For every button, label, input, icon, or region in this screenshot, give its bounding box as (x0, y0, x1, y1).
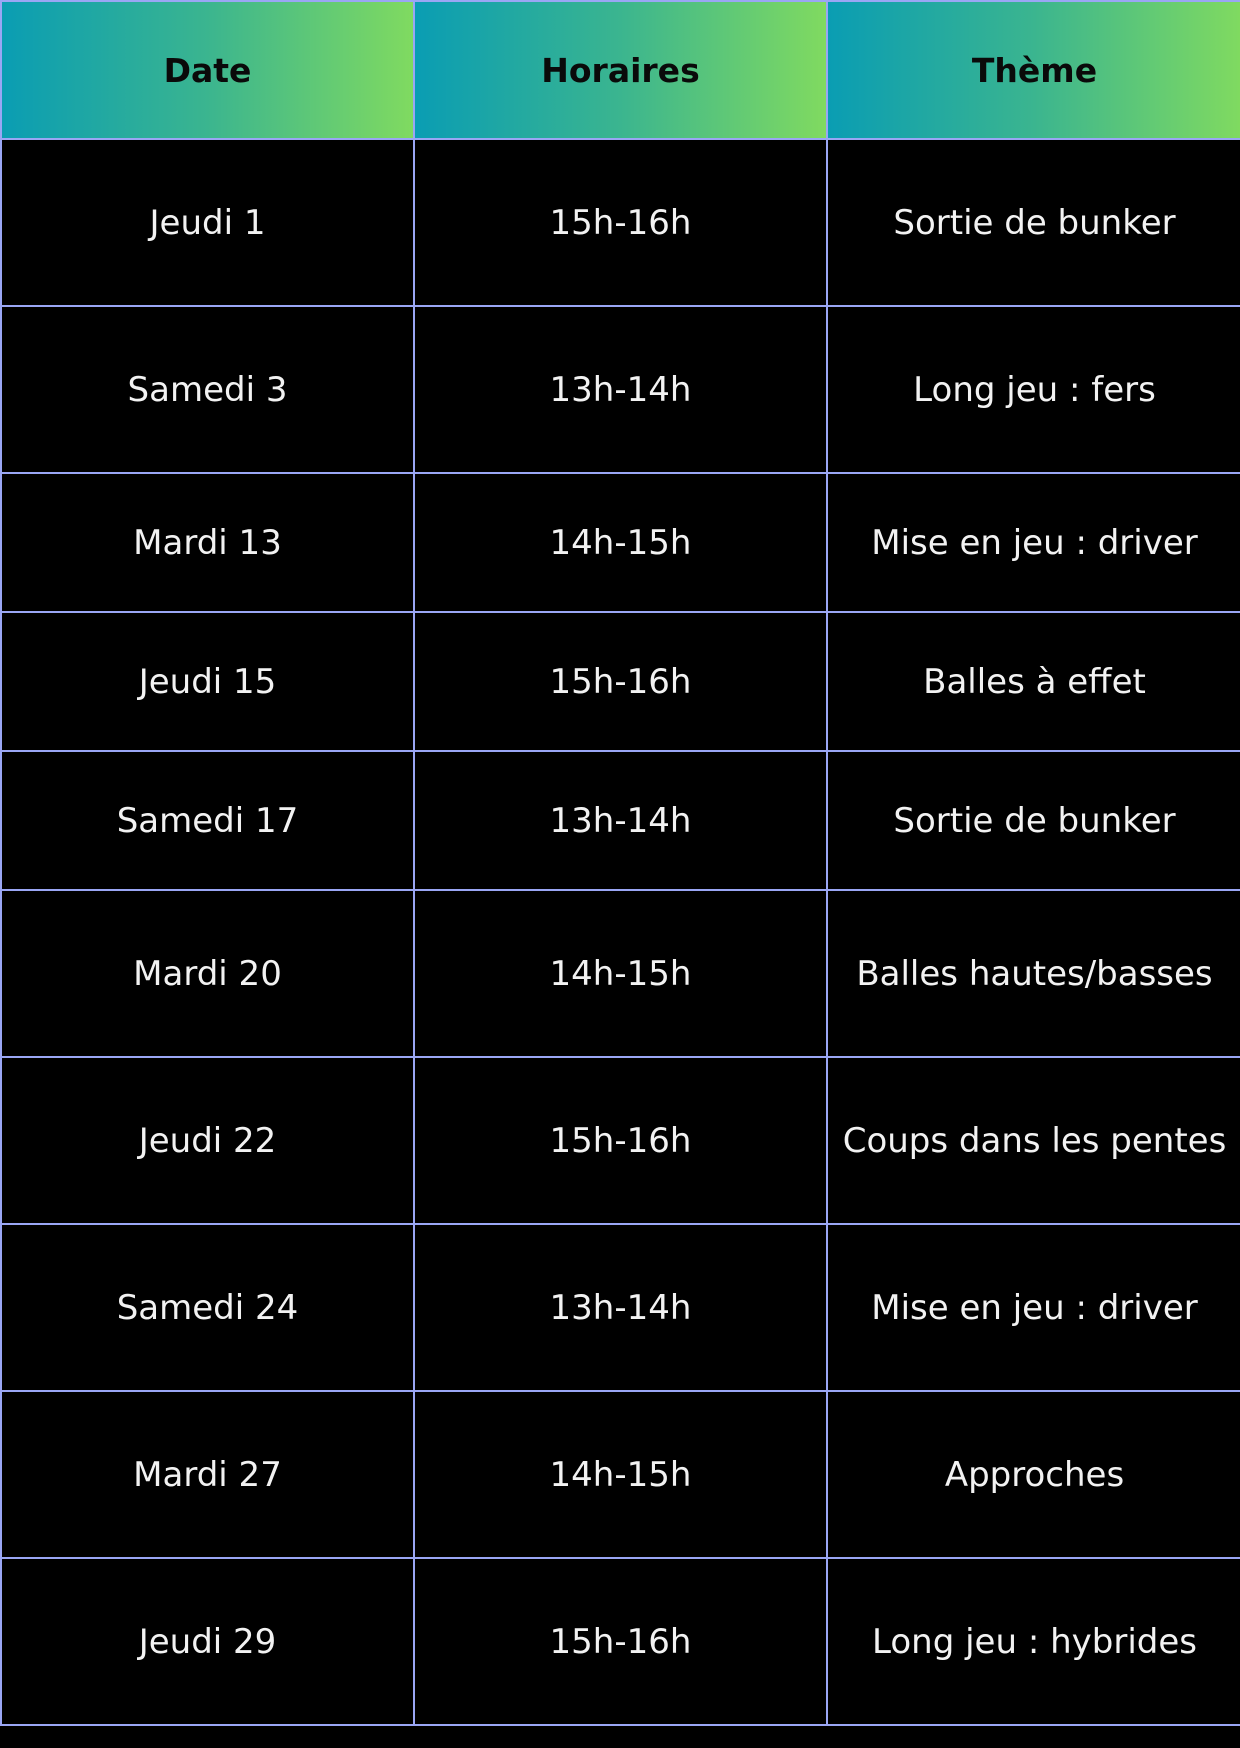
cell-theme: Coups dans les pentes (827, 1057, 1240, 1224)
cell-theme: Balles hautes/basses (827, 890, 1240, 1057)
cell-date: Samedi 17 (1, 751, 414, 890)
table-row (1, 139, 1240, 306)
table-row (1, 890, 1240, 1057)
cell-theme: Long jeu : hybrides (827, 1558, 1240, 1725)
table-row (1, 751, 1240, 890)
cell-horaires: 15h-16h (414, 139, 827, 306)
cell-date: Jeudi 1 (1, 139, 414, 306)
table-row (1, 1558, 1240, 1725)
table-row (1, 306, 1240, 473)
cell-date: Samedi 3 (1, 306, 414, 473)
table-row (1, 612, 1240, 751)
cell-date: Samedi 24 (1, 1224, 414, 1391)
cell-theme: Sortie de bunker (827, 139, 1240, 306)
cell-theme: Balles à effet (827, 612, 1240, 751)
cell-horaires: 15h-16h (414, 1057, 827, 1224)
cell-horaires: 13h-14h (414, 751, 827, 890)
table-row (1, 1057, 1240, 1224)
table-body (1, 139, 1240, 1725)
cell-horaires: 13h-14h (414, 306, 827, 473)
header-date: Date (1, 1, 414, 139)
cell-horaires: 15h-16h (414, 1558, 827, 1725)
cell-horaires: 14h-15h (414, 1391, 827, 1558)
cell-theme: Mise en jeu : driver (827, 473, 1240, 612)
header-horaires: Horaires (414, 1, 827, 139)
cell-date: Jeudi 29 (1, 1558, 414, 1725)
cell-date: Jeudi 15 (1, 612, 414, 751)
cell-date: Jeudi 22 (1, 1057, 414, 1224)
header-row (1, 1, 1240, 139)
table-row (1, 473, 1240, 612)
cell-horaires: 14h-15h (414, 473, 827, 612)
cell-theme: Sortie de bunker (827, 751, 1240, 890)
cell-theme: Mise en jeu : driver (827, 1224, 1240, 1391)
header-theme: Thème (827, 1, 1240, 139)
cell-date: Mardi 20 (1, 890, 414, 1057)
cell-theme: Approches (827, 1391, 1240, 1558)
cell-date: Mardi 13 (1, 473, 414, 612)
cell-theme: Long jeu : fers (827, 306, 1240, 473)
cell-horaires: 14h-15h (414, 890, 827, 1057)
table-header (1, 1, 1240, 139)
table-row (1, 1391, 1240, 1558)
table-row (1, 1224, 1240, 1391)
cell-date: Mardi 27 (1, 1391, 414, 1558)
cell-horaires: 15h-16h (414, 612, 827, 751)
cell-horaires: 13h-14h (414, 1224, 827, 1391)
